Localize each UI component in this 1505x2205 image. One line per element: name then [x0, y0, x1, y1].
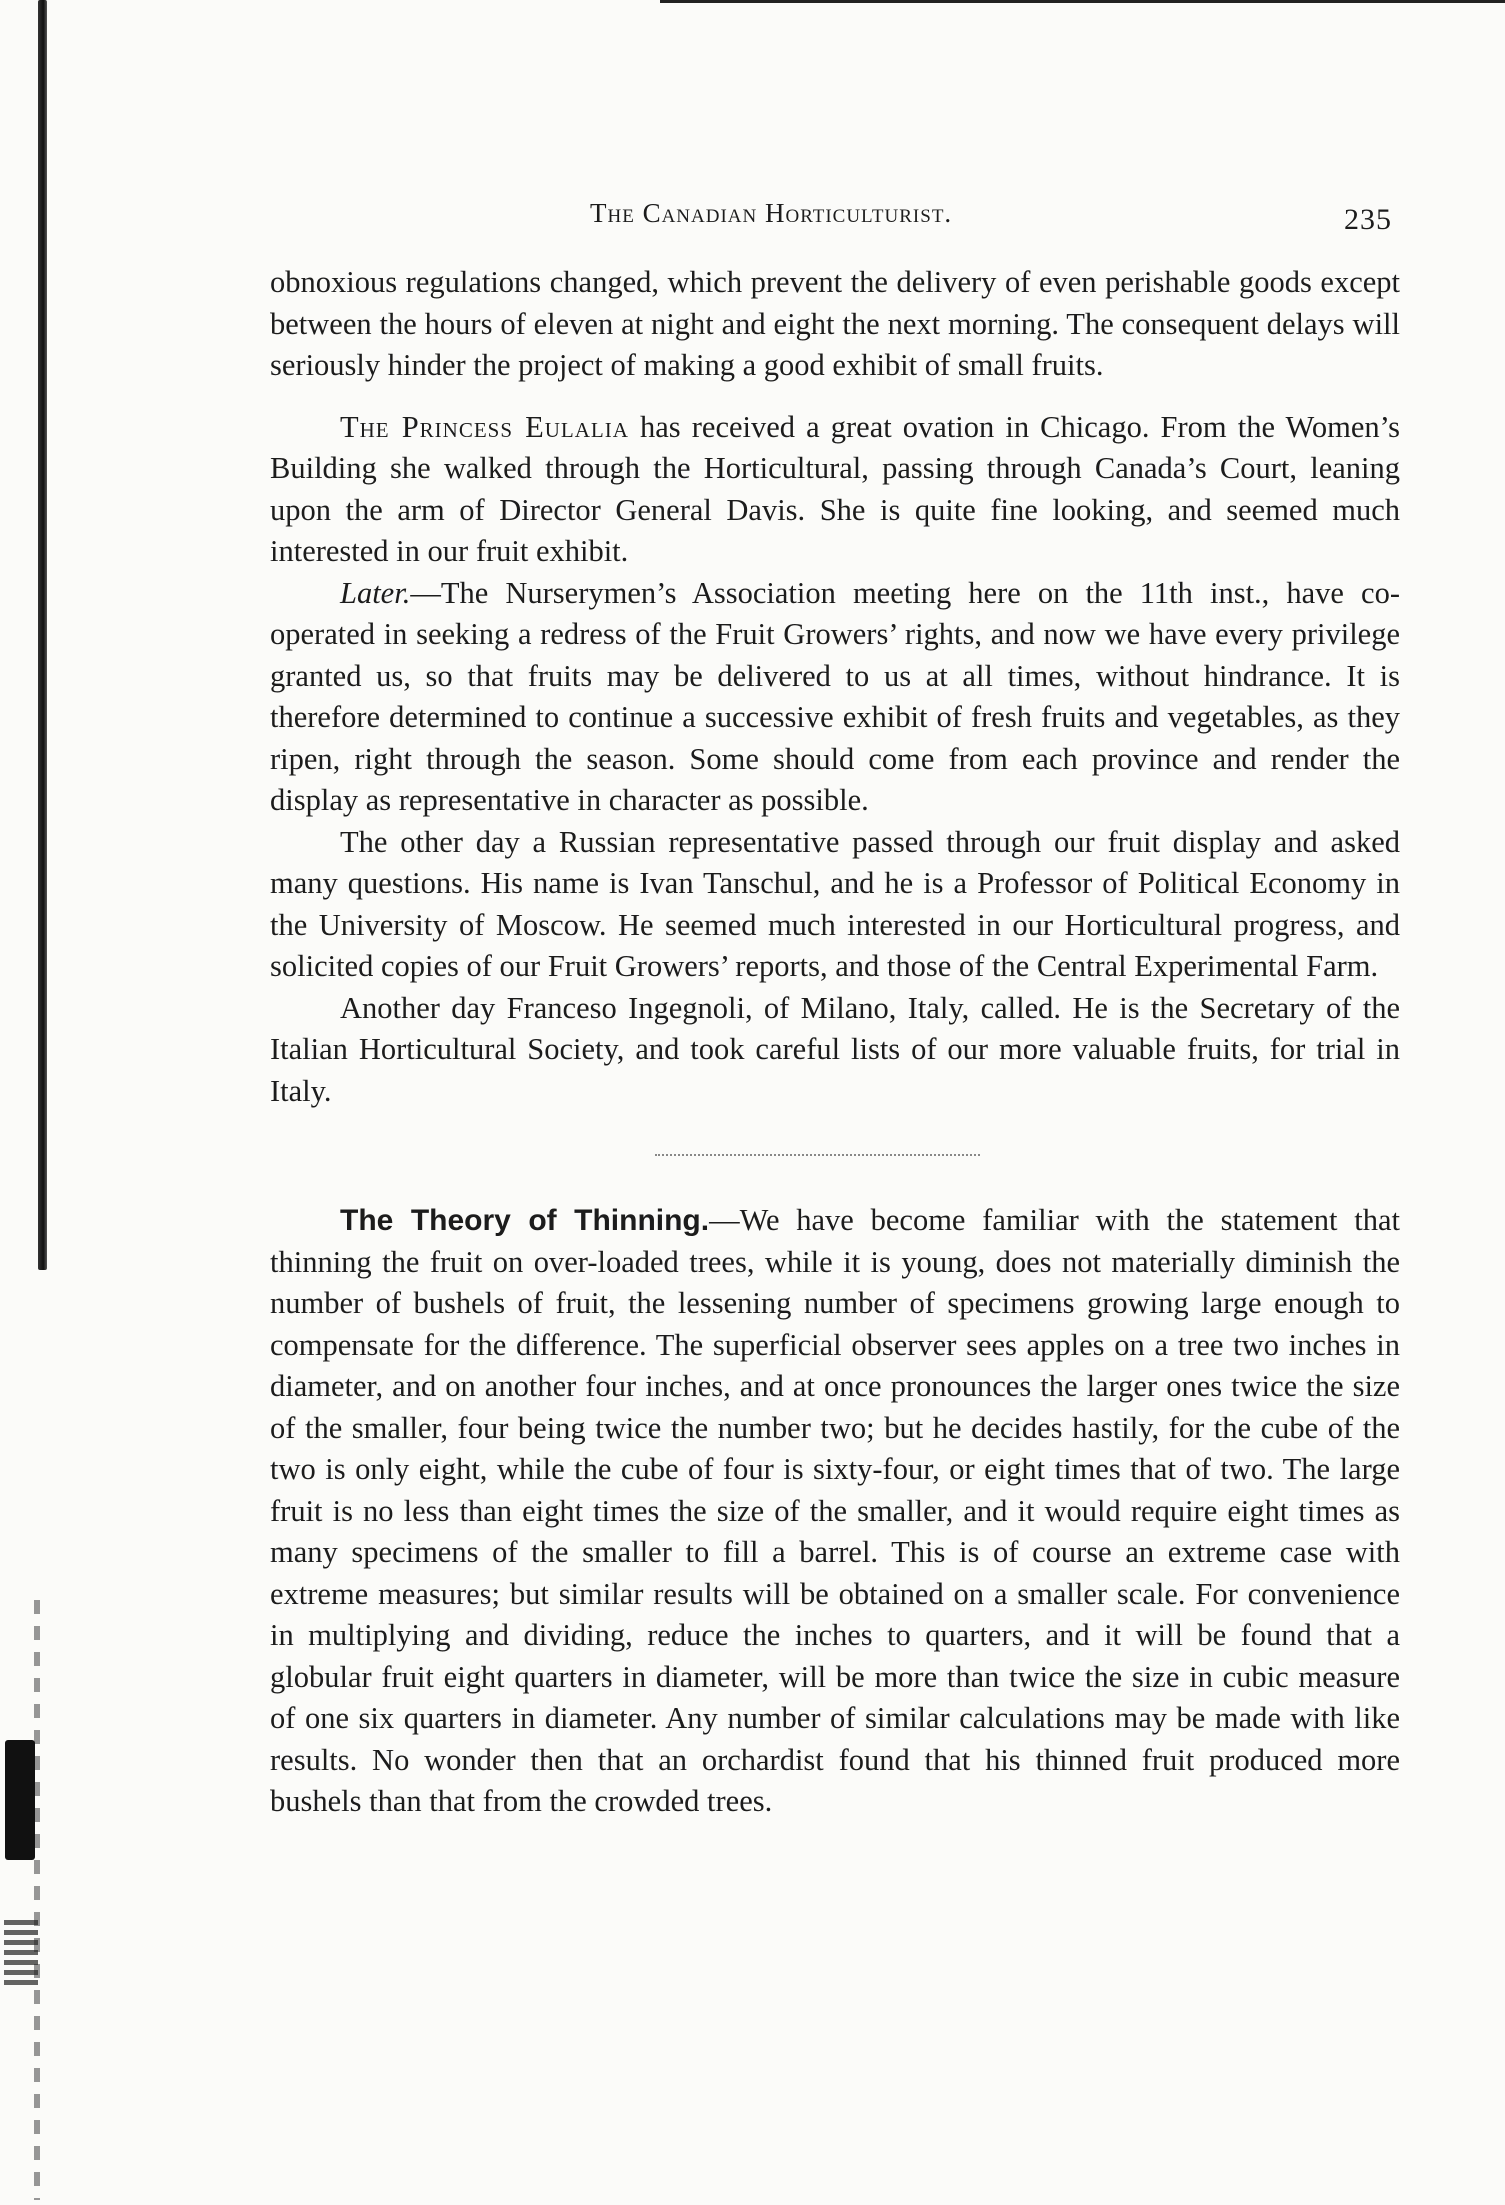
paragraph-theory-of-thinning: [270, 1200, 1400, 1823]
scan-binding-blot: [5, 1740, 35, 1860]
section-divider: [655, 1154, 980, 1156]
page-number: 235: [1344, 203, 1392, 236]
scan-top-rule: [660, 0, 1505, 3]
later-text: —The Nurserymen’s Association meeting here on the 11th inst., have co-operated in seeking a redress of the Fruit Growers’ rights, and now we have every privilege granted us, so that fruits may be delivered to us at all times, without hindrance. It is therefore determined to continue a successive exhibit of fresh fruits and vegetables, as they ripen, right through the season. Some should come from each province and render the display as representative in character as possible.: [270, 575, 1400, 817]
paragraph-regulations: obnoxious regulations changed, which prevent the delivery of even perishable goods except between the hours of eleven at night and eight the next morning. The consequent delays will seriously hinder the project of making a good exhibit of small fruits.: [270, 265, 1400, 382]
paragraph-russian-visitor: The other day a Russian representative passed through our fruit display and asked many questions. His name is Ivan Tanschul, and he is a Professor of Political Economy in the University of Moscow. He seemed much interested in our Horticultural progress, and solicited copies of our Fruit Growers’ reports, and those of the Central Experimental Farm.: [270, 824, 1400, 983]
scan-binding-edge: [34, 1600, 40, 2200]
theory-of-thinning-text: —We have become familiar with the statement that thinning the fruit on over-loaded trees, while it is young, does not materially diminish the number of bushels of fruit, the lessening number of specimens growing large enough to compensate for the difference. The superficial observer sees apples on a tree two inches in diameter, and on another four inches, and at once pronounces the larger ones twice the size of the smaller, four being twice the number two; but he decides hastily, for the cube of the two is only eight, while the cube of four is sixty-four, or eight times that of two. The large fruit is no less than eight times the size of the smaller, and it would require eight times as many specimens of the smaller to fill a barrel. This is of course an extreme case with extreme measures; but similar results will be obtained on a smaller scale. For convenience in multiplying and dividing, reduce the inches to quarters, and it will be found that a globular fruit eight quarters in diameter, will be more than twice the size in cubic measure of one six quarters in diameter. Any number of similar calculations may be made with like results. No wonder then that an orchardist found that his thinned fruit produced more bushels than that from the crowded trees.: [270, 1203, 1400, 1818]
scan-binding-marks: [4, 1920, 38, 1990]
theory-of-thinning-heading: The Theory of Thinning.: [340, 1204, 710, 1237]
scan-binding-shadow: [38, 0, 47, 1270]
paragraph-italian-visitor: Another day Franceso Ingegnoli, of Milano, Italy, called. He is the Secretary of the Italian Horticultural Society, and took careful lists of our more valuable fruits, for trial in Italy.: [270, 990, 1400, 1108]
paragraph-later: [270, 573, 1400, 822]
princess-eulalia-text: has received a great ovation in Chicago. From the Women’s Building she walked through the Horticultural, passing through Canada’s Court, leaning upon the arm of Director General Davis. She is quite fine looking, and seemed much interested in our fruit exhibit.: [270, 409, 1400, 568]
princess-eulalia-lead: The Princess Eulalia: [340, 409, 629, 444]
later-lead: Later.: [340, 575, 411, 610]
paragraph-princess-eulalia: [270, 407, 1400, 573]
running-title: The Canadian Horticulturist.: [590, 198, 953, 228]
page-body: [270, 262, 1400, 1823]
